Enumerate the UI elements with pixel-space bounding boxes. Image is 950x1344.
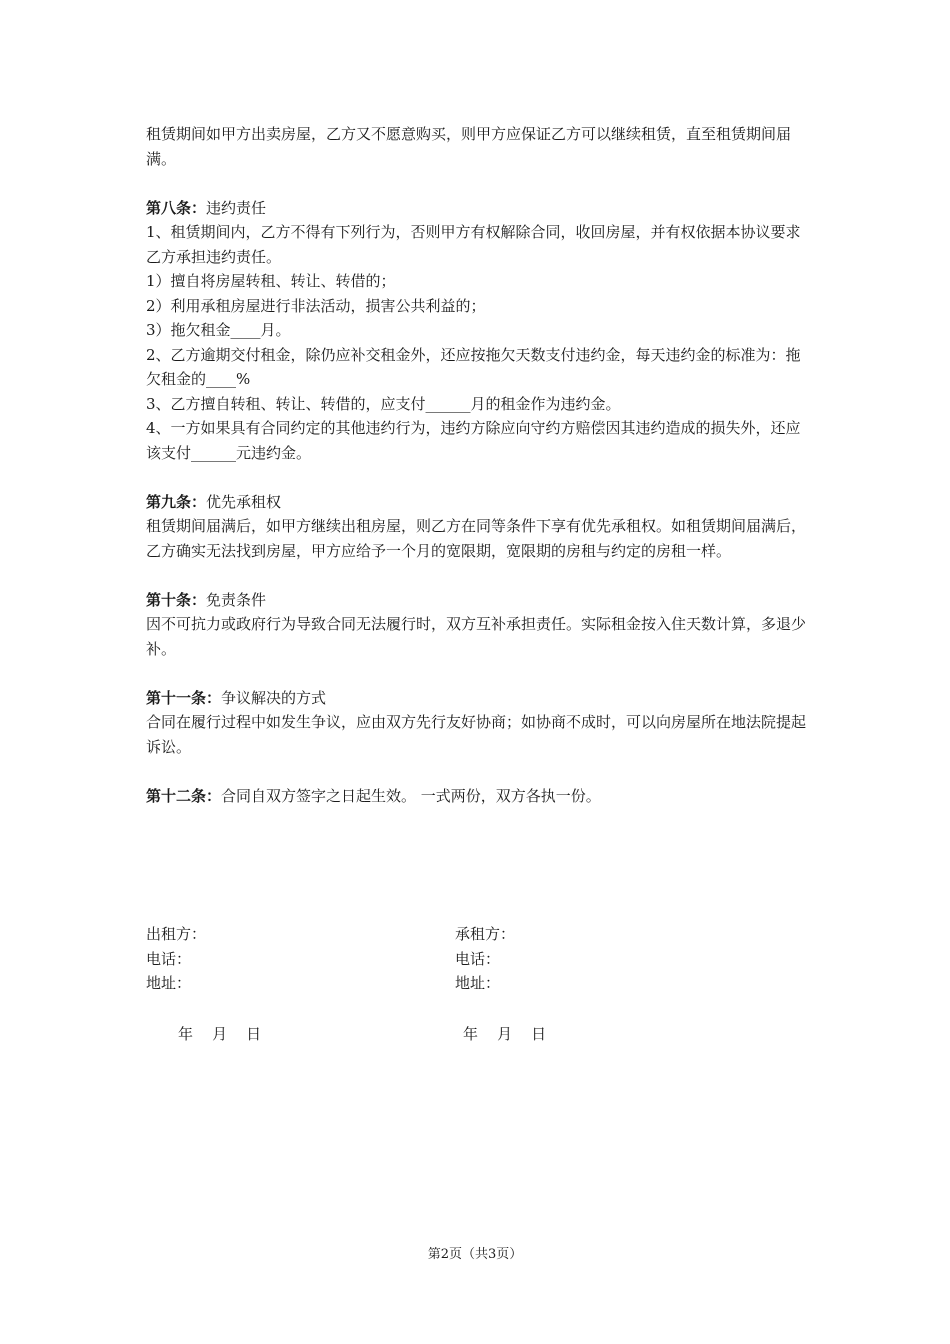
article8-item: 1、租赁期间内，乙方不得有下列行为，否则甲方有权解除合同，收回房屋，并有权依据本协议要求乙方承担违约责任。 bbox=[146, 223, 801, 266]
lessor-signature-block bbox=[146, 922, 206, 996]
paragraph-spacer bbox=[146, 465, 812, 490]
article8-heading bbox=[146, 196, 812, 221]
article10-title: 免责条件 bbox=[206, 590, 267, 609]
lessee-signature-block bbox=[455, 922, 515, 996]
lessor-date-line: 年 月 日 bbox=[178, 1025, 262, 1043]
article8-item: 4、一方如果具有合同约定的其他违约行为，违约方除应向守约方赔偿因其违约造成的损失外，还应该支付______元违约金。 bbox=[146, 419, 801, 462]
article10-body: 因不可抗力或政府行为导致合同无法履行时，双方互补承担责任。实际租金按入住天数计算，多退少补。 bbox=[146, 615, 807, 658]
lessee-date-line: 年 月 日 bbox=[463, 1025, 547, 1043]
article12-label: 第十二条： bbox=[146, 786, 222, 805]
article8-title: 违约责任 bbox=[206, 198, 267, 217]
lessee-party-label: 承租方： bbox=[455, 925, 516, 943]
article12-body: 合同自双方签字之日起生效。 一式两份，双方各执一份。 bbox=[221, 786, 601, 805]
lessor-address-label: 地址： bbox=[146, 974, 192, 992]
lessor-party-label: 出租方： bbox=[146, 925, 207, 943]
article11-label: 第十一条： bbox=[146, 688, 222, 707]
article10-heading bbox=[146, 588, 812, 613]
article11-title: 争议解决的方式 bbox=[221, 688, 327, 707]
article8-item: 1）擅自将房屋转租、转让、转借的； bbox=[146, 272, 396, 290]
article8-item: 2、乙方逾期交付租金，除仍应补交租金外，还应按拖欠天数支付违约金，每天违约金的标准为：拖欠租金的____% bbox=[146, 345, 801, 388]
page-footer: 第2页（共3页） bbox=[427, 1247, 523, 1262]
lessee-phone-label: 电话： bbox=[455, 949, 501, 968]
article8-label: 第八条： bbox=[146, 198, 207, 217]
article8-item: 2）利用承租房屋进行非法活动，损害公共利益的； bbox=[146, 296, 486, 315]
article10-label: 第十条： bbox=[146, 590, 207, 609]
paragraph-spacer bbox=[146, 661, 812, 686]
article12-line bbox=[146, 784, 812, 809]
article11-heading bbox=[146, 686, 812, 711]
intro-paragraph: 租赁期间如甲方出卖房屋，乙方又不愿意购买，则甲方应保证乙方可以继续租赁，直至租赁期间届满。 bbox=[146, 125, 792, 168]
contract-body bbox=[146, 122, 812, 808]
article8-item: 3）拖欠租金____月。 bbox=[146, 321, 291, 339]
lessor-phone-label: 电话： bbox=[146, 949, 192, 968]
article11-body: 合同在履行过程中如发生争议，应由双方先行友好协商；如协商不成时，可以向房屋所在地法院提起诉讼。 bbox=[146, 713, 807, 756]
article8-item: 3、乙方擅自转租、转让、转借的，应支付______月的租金作为违约金。 bbox=[146, 394, 621, 413]
paragraph-spacer bbox=[146, 759, 812, 784]
article9-heading bbox=[146, 490, 812, 515]
article9-label: 第九条： bbox=[146, 492, 207, 511]
paragraph-spacer bbox=[146, 171, 812, 196]
article9-title: 优先承租权 bbox=[206, 492, 282, 511]
paragraph-spacer bbox=[146, 563, 812, 588]
article9-body: 租赁期间届满后，如甲方继续出租房屋，则乙方在同等条件下享有优先承租权。如租赁期间届满后，乙方确实无法找到房屋，甲方应给予一个月的宽限期，宽限期的房租与约定的房租一样。 bbox=[146, 517, 807, 560]
lessee-address-label: 地址： bbox=[455, 974, 501, 992]
